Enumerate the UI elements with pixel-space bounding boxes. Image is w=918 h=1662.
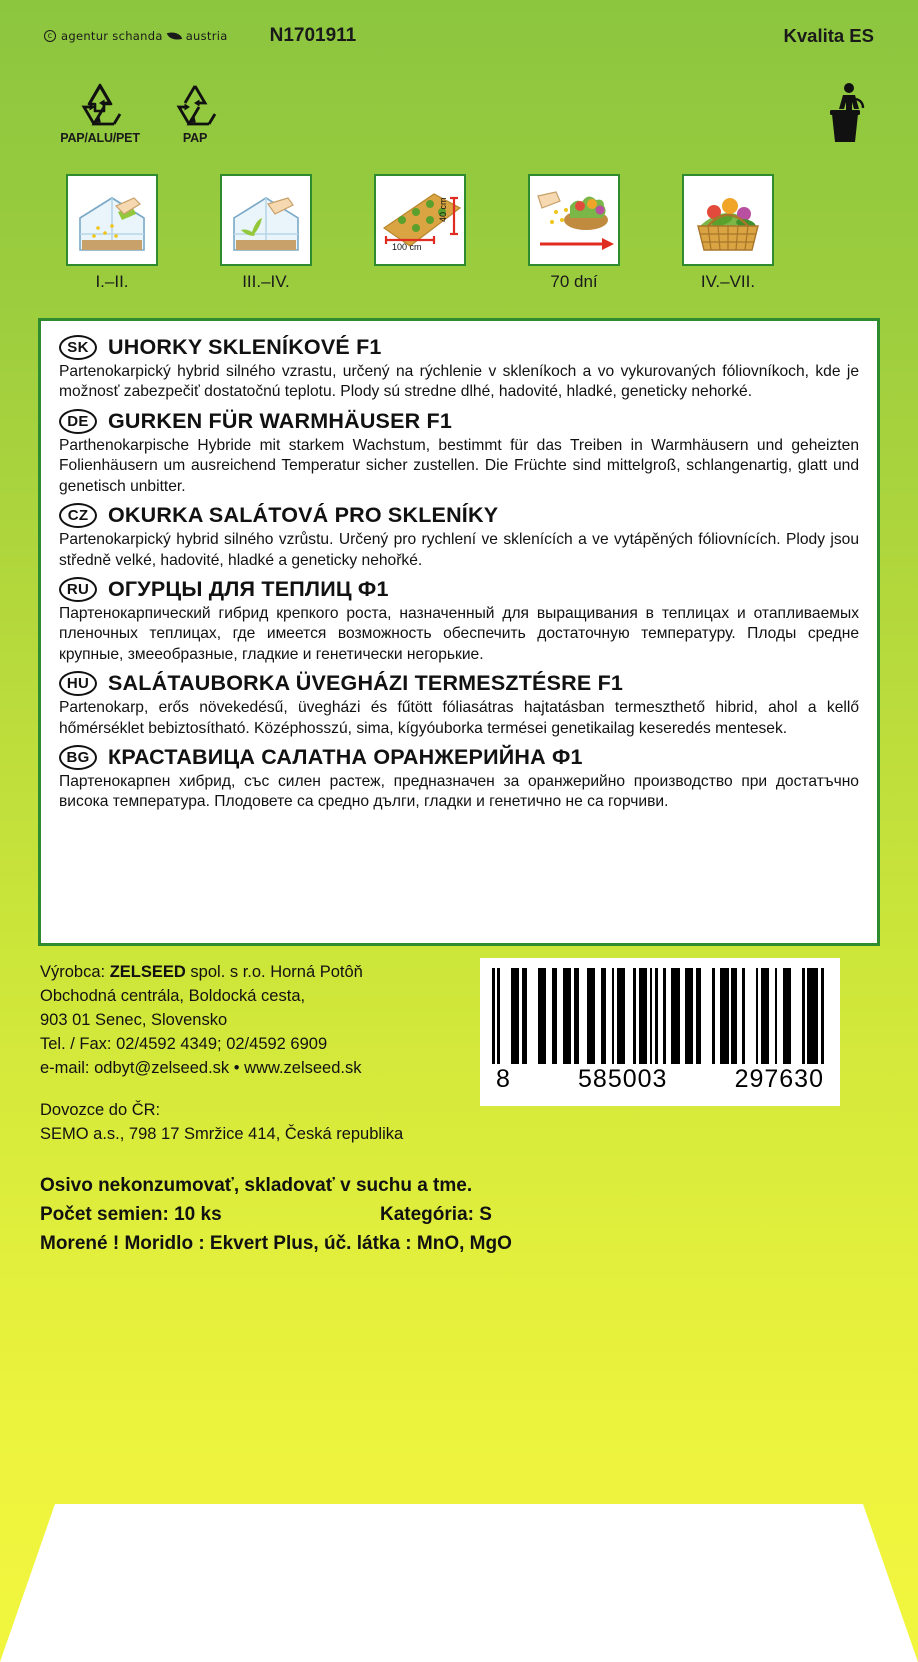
barcode-digits-mid: 585003 [578,1065,668,1093]
language-block-ru [59,577,859,665]
recycle-pap [149,80,241,145]
svg-text:40 cm: 40 cm [438,197,448,222]
barcode-digits-right: 297630 [734,1065,824,1093]
language-title-hu: SALÁTAUBORKA ÜVEGHÁZI TERMESZTÉSRE F1 [108,671,624,696]
seed-count: Počet semien: 10 ks [40,1203,222,1225]
language-heading-cz [59,503,859,528]
spacing-icon [374,174,466,266]
seed-info-row [40,1201,740,1230]
germination-days-icon [528,174,620,266]
language-block-sk [59,335,859,403]
language-text-bg: Партенокарпен хибрид, със силен растеж, предназначен за оранжерийно производство при достатъчно висока температура. Плодовете са средно дълги, гладки и генетично не са горчиви. [59,773,859,811]
importer-label: Dovozce do ČR: [40,1101,161,1119]
recycle-pap-label: PAP [182,131,208,145]
svg-text:100 cm: 100 cm [392,242,422,252]
language-block-de [59,409,859,497]
language-code-hu: HU [59,671,97,696]
producer-line-2: Obchodná centrála, Boldocká cesta, [40,987,306,1006]
recycle-pap-icon [159,80,231,130]
greenhouse-planting-icon [220,174,312,266]
language-code-cz: CZ [59,503,97,528]
language-heading-bg [59,745,859,770]
copyright-icon: c [44,30,56,42]
pictogram-planting-caption: III.–IV. [242,272,290,291]
recycling-row [44,80,874,160]
language-title-sk: UHORKY SKLENÍKOVÉ F1 [108,335,382,359]
article-code: N1701911 [269,25,357,46]
producer-name: ZELSEED [109,963,186,981]
agency-credit [44,29,228,43]
language-text-ru: Партенокарпический гибрид крепкого роста, назначенный для выращивания в теплицах и отапливаемых пленочных теплицах, где имеется возможность обеспечить достаточную температуру. Плоды средне крупные, змееобразные, гладкие и генетически негорькие. [59,604,859,663]
language-title-ru: ОГУРЦЫ ДЛЯ ТЕПЛИЦ Ф1 [108,576,389,601]
pictogram-planting [210,174,322,292]
harvest-basket-icon [682,174,774,266]
pictogram-spacing [364,174,476,272]
language-code-ru: RU [59,577,97,602]
producer-name-rest: spol. s r.o. Horná Potôň [190,963,363,981]
barcode-digits [492,1065,828,1094]
language-code-de: DE [59,409,97,434]
producer-line-1 [40,960,460,984]
recycle-pap-alu-pet-icon [64,80,136,130]
barcode-digit-left: 8 [496,1065,511,1093]
recycle-pap-alu-pet [54,80,146,145]
importer-address: SEMO a.s., 798 17 Smržice 414, Česká republika [40,1125,404,1144]
pictogram-days [518,174,630,292]
language-block-hu [59,671,859,739]
language-code-bg: BG [59,745,97,770]
language-text-de: Parthenokarpische Hybride mit starkem Wachstum, bestimmt für das Treiben in Warmhäusern und geheizten Folienhäusern um ausreichend Temperatur sicher zustellen. Die Früchte sind mittelgroß, schlangenartig, glatt und genetisch unbitter. [59,436,859,495]
language-heading-sk [59,335,859,360]
pictogram-row [44,174,874,304]
packet-flap [0,1482,918,1662]
producer-block [40,960,460,1080]
quality-label: Kvalita ES [783,25,874,46]
language-text-sk: Partenokarpický hybrid silného vzrastu, určený na rýchlenie v skleníkoch a vo vykurovaných fóliovníkoch, kde je možnosť zabezpečiť dostatočnú teplotu. Plody sú stredne dlhé, hadovité, hladké, geneticky nehorké. [59,363,859,401]
producer-phone: Tel. / Fax: 02/4592 4349; 02/4592 6909 [40,1035,328,1054]
language-heading-de [59,409,859,434]
language-text-cz: Partenokarpický hybrid silného vzrůstu. Určený pro rychlení ve sklenících a ve vytápěných fóliovnících. Plody jsou středně velké, hadovité, hladké a geneticky nehořké. [59,531,859,569]
pictogram-sowing-caption: I.–II. [95,272,129,291]
language-text-hu: Partenokarp, erős növekedésű, üvegházi és fűtött fóliasátras hajtatásban termeszthető hibrid, ahol a kellő hőmérséklet bebiztosítható. Középhosszú, sima, kígyóuborka termései genetikailag keseredés mentesek. [59,699,859,737]
greenhouse-sowing-icon [66,174,158,266]
litter-bin-icon [818,82,874,144]
seed-category: Kategória: S [380,1203,492,1225]
pictogram-days-caption: 70 dní [550,272,598,291]
recycle-pap-alu-pet-label: PAP/ALU/PET [60,131,140,145]
pictogram-harvest [672,174,784,292]
storage-note: Osivo nekonzumovať, skladovať v suchu a tme. [40,1175,473,1196]
language-block-bg [59,745,859,813]
pictogram-harvest-caption: IV.–VII. [700,272,756,291]
language-heading-hu [59,671,859,696]
footer-legal [40,1172,740,1259]
language-title-de: GURKEN FÜR WARMHÄUSER F1 [108,408,453,433]
language-title-bg: КРАСТАВИЦА САЛАТНА ОРАНЖЕРИЙНА Ф1 [108,745,583,770]
leaf-icon [166,29,181,43]
producer-label: Výrobca: [40,963,106,981]
barcode-bars [492,968,828,1064]
producer-email-web: e-mail: odbyt@zelseed.sk • www.zelseed.sk [40,1059,362,1078]
importer-block [40,1098,480,1146]
seed-treatment: Morené ! Moridlo : Ekvert Plus, úč. látka : MnO, MgO [40,1232,512,1254]
language-heading-ru [59,577,859,602]
language-title-cz: OKURKA SALÁTOVÁ PRO SKLENÍKY [108,503,499,528]
agency-country: austria [185,29,228,43]
agency-name: agentur schanda [61,29,163,43]
producer-line-3: 903 01 Senec, Slovensko [40,1011,228,1030]
pictogram-sowing [56,174,168,292]
language-code-sk: SK [59,335,97,360]
language-block-cz [59,503,859,571]
litter-bin [818,82,874,149]
barcode [480,958,840,1106]
top-bar [44,22,874,50]
description-box [38,318,880,946]
